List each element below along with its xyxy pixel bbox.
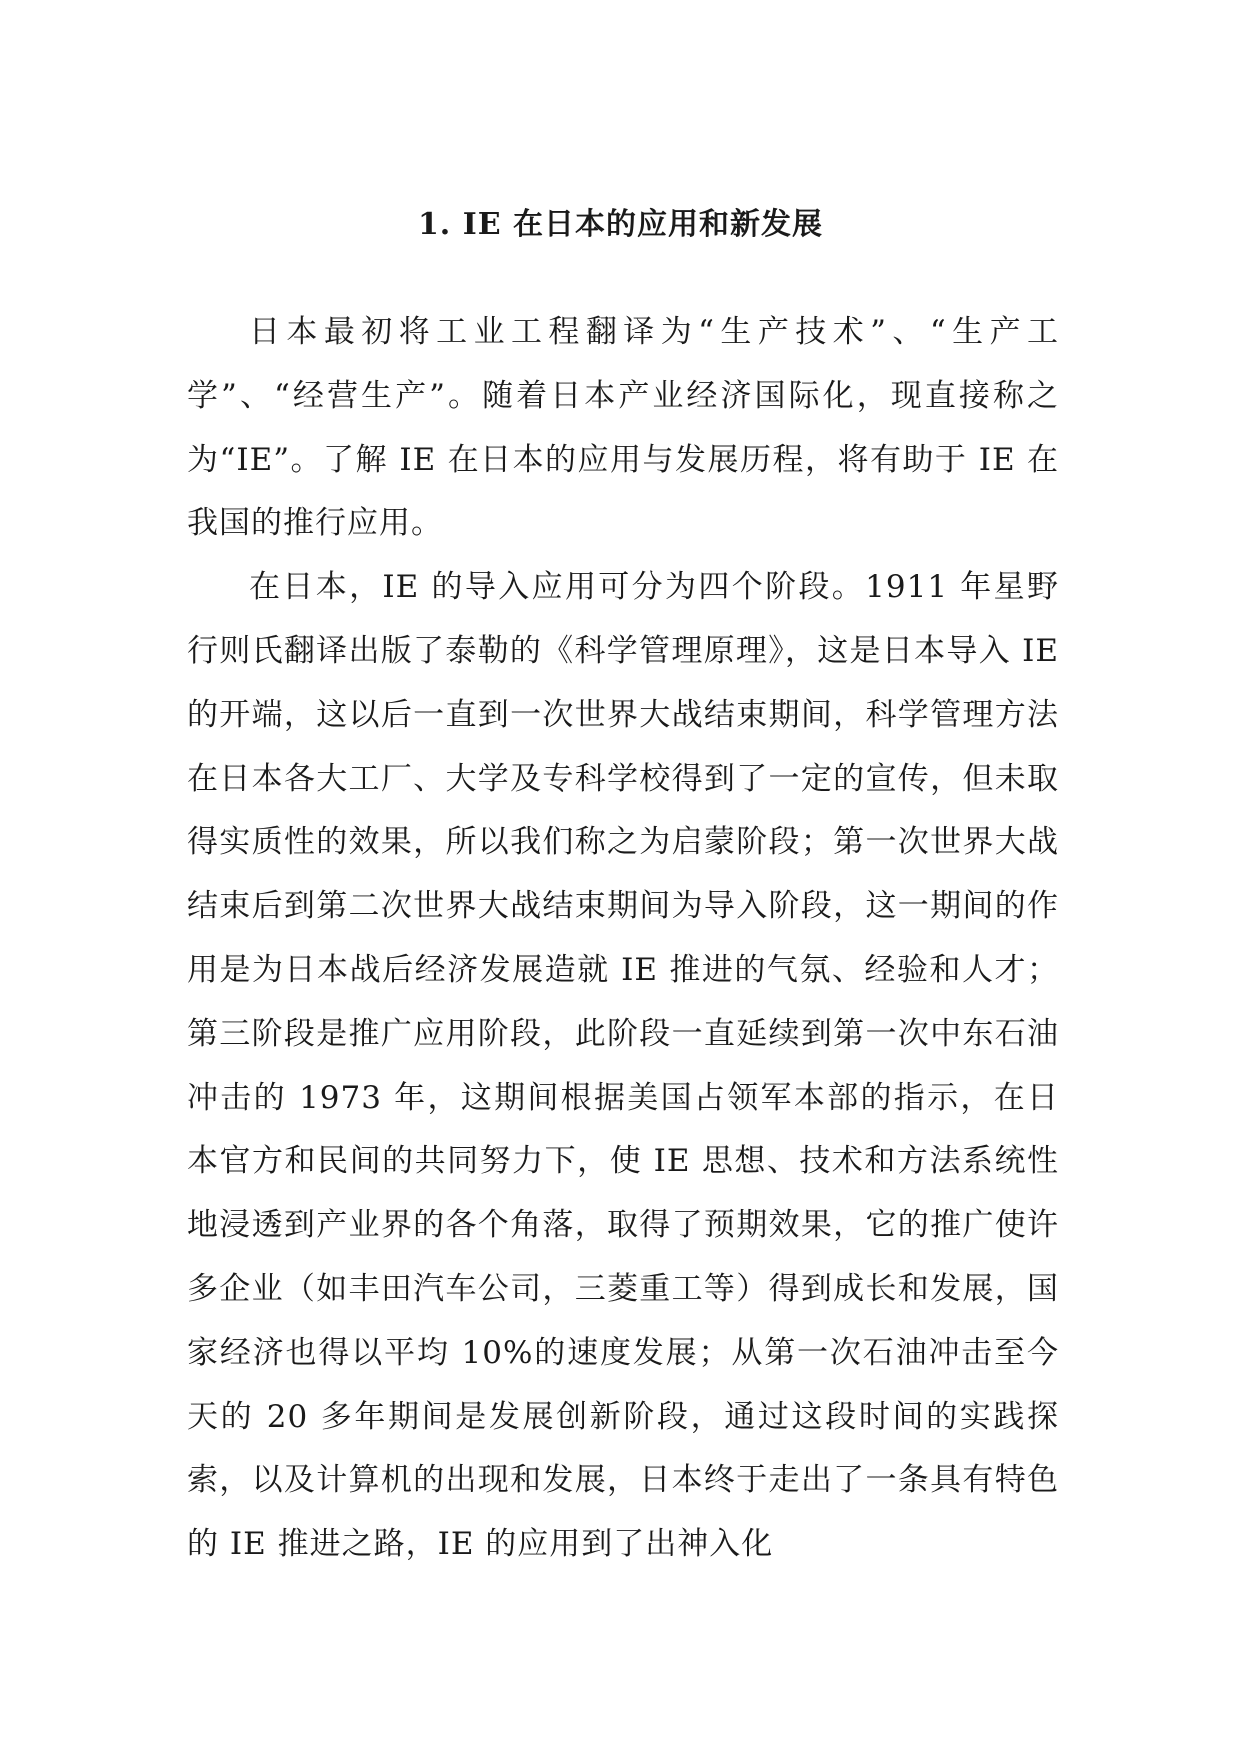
paragraph-2: 在日本，IE 的导入应用可分为四个阶段。1911 年星野行则氏翻译出版了泰勒的《科学管理原理》，这是日本导入 IE 的开端，这以后一直到一次世界大战结束期间，科学管理方法在日本各大工厂、大学及专科学校得到了一定的宣传，但未取得实质性的效果，所以我们称之为启蒙阶段；第一次世界大战结束后到第二次世界大战结束期间为导入阶段，这一期间的作用是为日本战后经济发展造就 IE 推进的气氛、经验和人才；第三阶段是推广应用阶段，此阶段一直延续到第一次中东石油冲击的 1973 年，这期间根据美国占领军本部的指示，在日本官方和民间的共同努力下，使 IE 思想、技术和方法系统性地浸透到产业界的各个角落，取得了预期效果，它的推广使许多企业（如丰田汽车公司，三菱重工等）得到成长和发展，国家经济也得以平均 10%的速度发展；从第一次石油冲击至今天的 20 多年期间是发展创新阶段，通过这段时间的实践探索，以及计算机的出现和发展，日本终于走出了一条具有特色的 IE 推进之路，IE 的应用到了出神入化 — [187, 569, 1059, 1563]
paragraph-1: 日本最初将工业工程翻译为“生产技术”、“生产工学”、“经营生产”。随着日本产业经济国际化，现直接称之为“IE”。了解 IE 在日本的应用与发展历程，将有助于 IE 在我国的推行应用。 — [187, 314, 1059, 542]
document-body — [187, 301, 1059, 1577]
section-title: 1. IE 在日本的应用和新发展 — [417, 207, 824, 242]
